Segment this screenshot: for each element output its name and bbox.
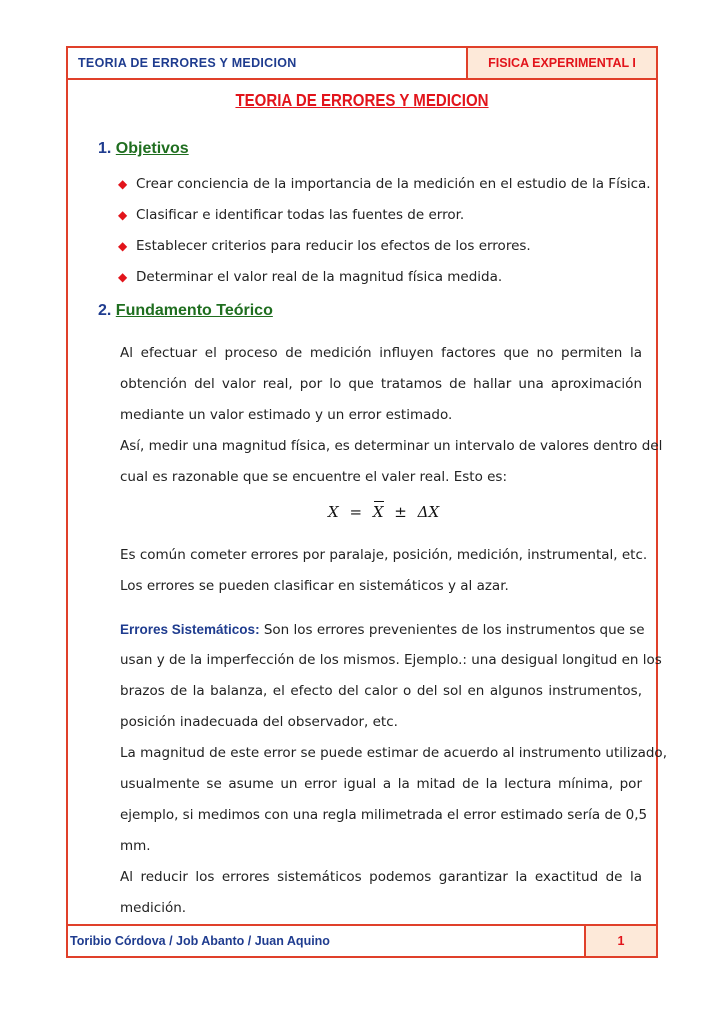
header-left-title: TEORIA DE ERRORES Y MEDICION [78, 56, 297, 70]
page-header [66, 46, 658, 80]
section-objetivos-heading [98, 140, 189, 158]
list-item: ◆ Clasificar e identificar todas las fuentes de error. [118, 206, 465, 223]
section-number: 2. [98, 302, 112, 319]
section-title: Fundamento Teórico [115, 302, 273, 319]
diamond-bullet-icon: ◆ [118, 207, 128, 222]
section-fundamento-heading [98, 302, 273, 320]
section-title: Objetivos [115, 140, 189, 157]
objectives-list [118, 168, 651, 292]
diamond-bullet-icon: ◆ [118, 269, 128, 284]
diamond-bullet-icon: ◆ [118, 176, 128, 191]
list-item: ◆ Establecer criterios para reducir los efectos de los errores. [118, 237, 531, 254]
page-number: 1 [584, 926, 656, 956]
list-item: ◆ Determinar el valor real de la magnitud física medida. [118, 268, 503, 285]
diamond-bullet-icon: ◆ [118, 238, 128, 253]
mean-value: X [372, 503, 384, 521]
page-footer [66, 924, 658, 958]
paragraph-systematic-errors: Errores Sistemáticos: Son los errores prevenientes de los instrumentos que se usan y de la imperfección de los mismos. Ejemplo.: una desigual longitud en los brazos de la balanza, el efecto del calor o del sol en algunos instrumentos, posición inadecuada del observador, etc. La magnitud de este error se puede estimar de acuerdo al instrumento utilizado, usualmente se asume un error igual a la mitad de la lectura mínima, por ejemplo, si medimos con una regla milimetrada el error estimado sería de 0,5 mm. Al reducir los errores sistemáticos podemos garantizar la exactitud de la medición. [120, 622, 667, 916]
header-right-title: FISICA EXPERIMENTAL I [466, 48, 656, 78]
section-number: 1. [98, 140, 112, 157]
document-title: TEORIA DE ERRORES Y MEDICION [235, 90, 489, 110]
measurement-formula: X = X ± ΔX [328, 503, 440, 521]
list-item: ◆ Crear conciencia de la importancia de la medición en el estudio de la Física. [118, 175, 651, 192]
paragraph-error-types: Es común cometer errores por paralaje, posición, medición, instrumental, etc. Los errores se pueden clasificar en sistemáticos y al azar. [120, 547, 648, 594]
paragraph-intro: Al efectuar el proceso de medición influyen factores que no permiten la obtención del valor real, por lo que tratamos de hallar una aproximación mediante un valor estimado y un error estimado. Así, medir una magnitud física, es determinar un intervalo de valores dentro del cual es razonable que se encuentre el valer real. Esto es: [120, 345, 663, 485]
footer-authors: Toribio Córdova / Job Abanto / Juan Aquino [70, 934, 330, 948]
systematic-errors-label: Errores Sistemáticos: [120, 622, 260, 637]
